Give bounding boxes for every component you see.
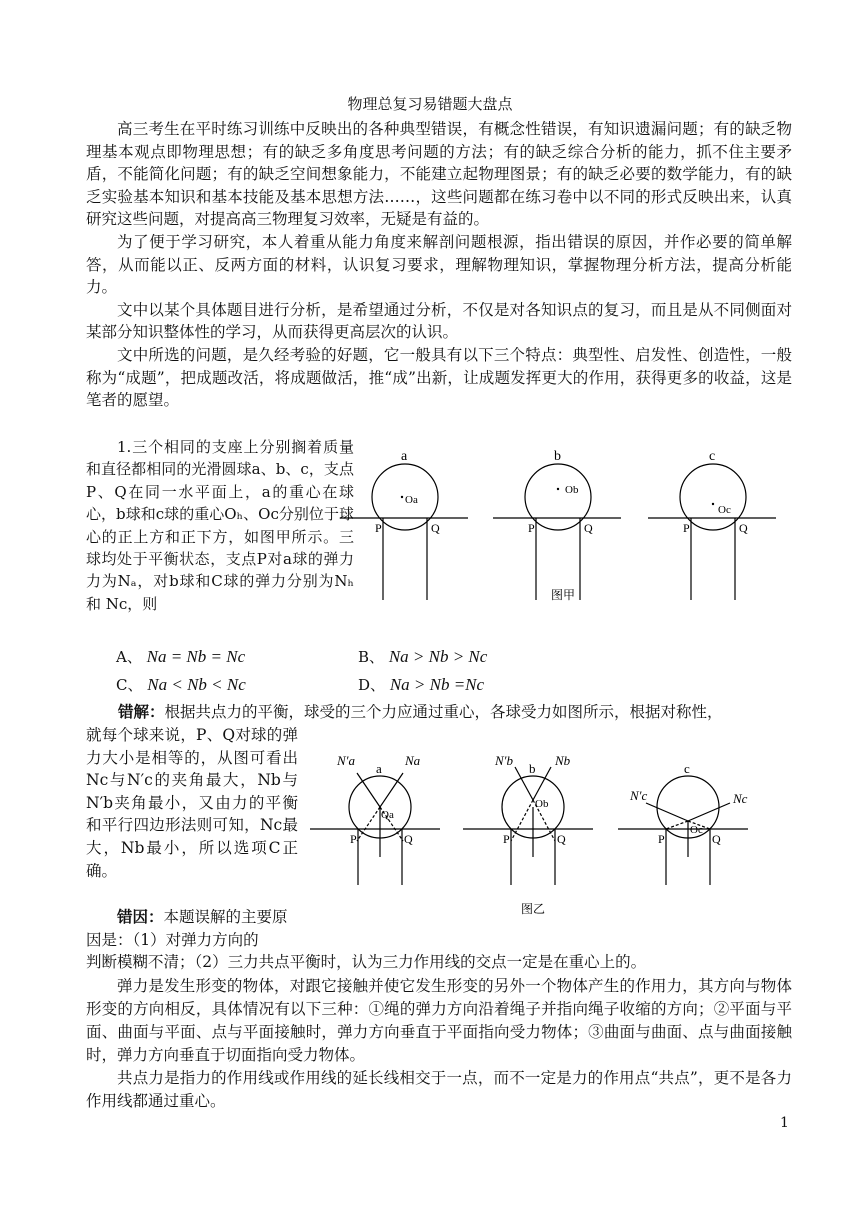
error-line2: 判断模糊不清；（2）三力共点平衡时，认为三力作用线的交点一定是在重心上的。 [86,953,647,971]
svg-text:P: P [683,521,690,535]
figure-caption: 图乙 [521,902,546,916]
ball-label: b [554,449,561,464]
svg-text:b: b [529,761,536,776]
center-label: Ob [565,484,579,496]
svg-text:N′a: N′a [337,753,356,768]
svg-text:a: a [376,761,382,776]
page-title: 物理总复习易错题大盘点 [347,95,513,113]
svg-text:P: P [375,521,382,535]
intro-paragraph: 为了便于学习研究，本人着重从能力角度来解剖问题根源，指出错误的原因，并作必要的简单解答，从而能以正、反两方面的材料，认识复习要求，理解物理知识，掌握物理分析方法，提高分析能力。 [86,232,792,297]
intro-section [86,118,792,412]
svg-text:Q: Q [712,832,721,846]
intro-paragraph: 文中以某个具体题目进行分析，是希望通过分析，不仅是对各知识点的复习，而且是从不同侧面对某部分知识整体性的学习，从而获得更高层次的认识。 [86,300,792,342]
svg-text:Oc: Oc [690,824,703,836]
svg-text:Na: Na [405,753,421,768]
option-c: C、 Na < Nb < Nc [116,675,246,694]
svg-text:Nc: Nc [733,791,748,806]
option-a: A、 Na = Nb = Nc [116,647,246,666]
error-line1: 错因：本题误解的主要原因是：（1）对弹力方向的 [86,907,288,949]
figure-jia [335,440,785,620]
notes-section [86,975,792,1113]
figure-caption: 图甲 [551,588,576,602]
svg-text:Ob: Ob [535,798,549,810]
svg-text:P: P [503,832,510,846]
option-b: B、 Na > Nb > Nc [358,647,488,666]
svg-text:Q: Q [404,832,413,846]
svg-text:Q: Q [431,521,440,535]
svg-text:Q: Q [584,521,593,535]
svg-text:Q: Q [739,521,748,535]
svg-text:N′c: N′c [630,788,648,803]
figure-yi [305,745,795,925]
svg-text:N′b: N′b [495,753,514,768]
note-paragraph: 共点力是指力的作用线或作用线的延长线相交于一点，而不一定是力的作用点“共点”，更不是各力作用线都通过重心。 [86,1069,792,1110]
option-d: D、 Na > Nb =Nc [358,675,485,694]
intro-paragraph: 文中所选的问题，是久经考验的好题，它一般具有以下三个特点：典型性、启发性、创造性，一般称为“成题”，把成题改活，将成题做活，推“成”出新，让成题发挥更大的作用，获得更多的收益，这是笔者的愿望。 [86,345,792,410]
note-paragraph: 弹力是发生形变的物体，对跟它接触并使它发生形变的另外一个物体产生的作用力，其方向与物体形变的方向相反，具体情况有以下三种：①绳的弹力方向沿着绳子并指向绳子收缩的方向；②平面与平面、曲面与平面、点与平面接触时，弹力方向垂直于平面指向受力物体；③曲面与曲面、点与曲面接触时，弹力方向垂直于切面指向受力物体。 [86,977,792,1064]
solution-line1: 错解：根据共点力的平衡，球受的三个力应通过重心，各球受力如图所示，根据对称性， [118,702,723,721]
center-label: Oc [718,504,731,516]
solution-body: 就每个球来说，P、Q对球的弹力大小是相等的，从图可看出Nc与N′c的夹角最大，Nb与N′b夹角最小，又由力的平衡和平行四边形法则可知，Nc最大，Nb最小，所以选项C正确。 [86,726,298,880]
page-number: 1 [780,1115,789,1131]
svg-text:Qa: Qa [381,809,394,821]
question-text: 1.三个相同的支座上分别搁着质量和直径都相同的光滑圆球a、b、c，支点P、Q在同一水平面上，a的重心在球心，b球和c球的重心Oₕ、Oᴄ分别位于球心的正上方和正下方，如图甲所示。三球均处于平衡状态，支点P对a球的弹力力为Nₐ，对b球和C球的弹力分别为Nₕ和 Nᴄ，则 [86,438,354,613]
center-label: Oa [405,494,418,506]
intro-paragraph: 高三考生在平时练习训练中反映出的各种典型错误，有概念性错误，有知识遗漏问题；有的缺乏物理基本观点即物理思想；有的缺乏多角度思考问题的方法；有的缺乏综合分析的能力，抓不住主要矛盾，不能简化问题；有的缺乏空间想象能力，不能建立起物理图景；有的缺乏必要的数学能力，有的缺乏实验基本知识和基本技能及基本思想方法……，这些问题都在练习卷中以不同的形式反映出来，认真研究这些问题，对提高高三物理复习效率，无疑是有益的。 [86,120,792,229]
svg-text:c: c [684,761,690,776]
svg-text:P: P [350,832,357,846]
svg-text:Nb: Nb [555,753,571,768]
ball-label: a [401,449,408,464]
svg-text:Q: Q [557,832,566,846]
ball-label: c [709,449,716,464]
svg-text:P: P [528,521,535,535]
svg-text:P: P [658,832,665,846]
